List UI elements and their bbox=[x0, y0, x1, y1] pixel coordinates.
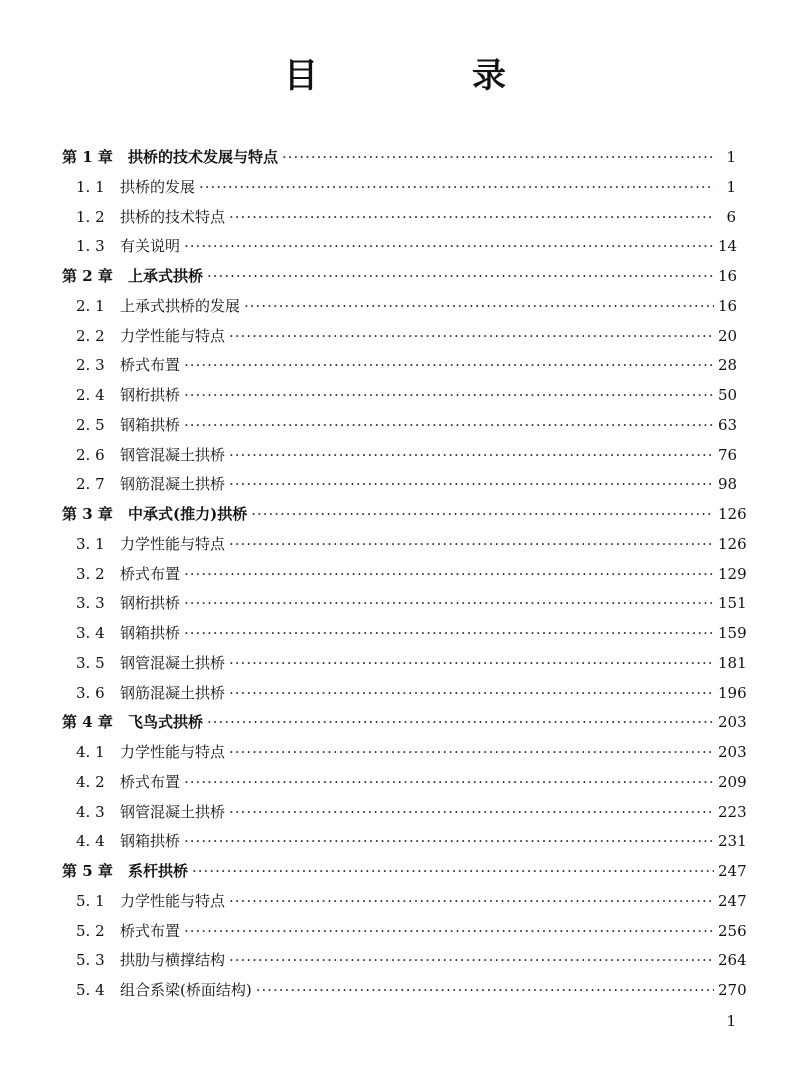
entry-title: 桥式布置 bbox=[120, 356, 181, 375]
entry-number: 第 1 章 bbox=[62, 148, 113, 166]
entry-page-number: 16 bbox=[718, 267, 738, 285]
toc-section-entry[interactable] bbox=[62, 530, 747, 560]
entry-page-number: 203 bbox=[718, 743, 747, 761]
entry-page-number: 129 bbox=[718, 564, 747, 583]
entry-title: 拱桥的技术发展与特点 bbox=[128, 148, 279, 166]
dot-leader bbox=[229, 798, 714, 828]
entry-page-number: 231 bbox=[718, 832, 747, 851]
toc-section-entry[interactable] bbox=[62, 798, 747, 828]
dot-leader bbox=[207, 262, 714, 292]
toc-section-entry[interactable] bbox=[62, 976, 747, 1006]
entry-number: 第 4 章 bbox=[62, 713, 113, 732]
entry-page-number: 14 bbox=[718, 237, 738, 256]
entry-number: 2. 5 bbox=[76, 415, 105, 434]
entry-page-number: 247 bbox=[718, 862, 747, 880]
toc-chapter-entry[interactable] bbox=[62, 143, 736, 173]
dot-leader bbox=[229, 738, 714, 768]
dot-leader bbox=[229, 203, 714, 233]
dot-leader bbox=[184, 619, 714, 649]
entry-number: 1. 1 bbox=[76, 177, 105, 196]
dot-leader bbox=[184, 827, 714, 857]
entry-number: 2. 6 bbox=[76, 445, 105, 464]
entry-number: 第 3 章 bbox=[62, 505, 113, 523]
entry-title: 钢筋混凝土拱桥 bbox=[120, 683, 226, 702]
toc-chapter-entry[interactable] bbox=[62, 262, 736, 292]
page-number: 1 bbox=[726, 1012, 736, 1030]
entry-page-number: 1 bbox=[726, 177, 736, 196]
entry-number: 1. 2 bbox=[76, 207, 105, 226]
toc-chapter-entry[interactable] bbox=[62, 857, 747, 887]
entry-number: 4. 2 bbox=[76, 772, 105, 791]
dot-leader bbox=[282, 143, 714, 173]
entry-title: 钢箱拱桥 bbox=[120, 415, 181, 434]
entry-title: 钢箱拱桥 bbox=[120, 624, 181, 642]
dot-leader bbox=[184, 351, 714, 381]
dot-leader bbox=[192, 857, 714, 887]
entry-title: 钢管混凝土拱桥 bbox=[120, 445, 226, 464]
entry-title: 桥式布置 bbox=[120, 921, 181, 940]
entry-title: 钢桁拱桥 bbox=[120, 386, 181, 404]
entry-number: 3. 1 bbox=[76, 534, 105, 553]
entry-title: 钢桁拱桥 bbox=[120, 594, 181, 613]
table-of-contents bbox=[62, 143, 747, 1006]
dot-leader bbox=[184, 232, 714, 262]
dot-leader bbox=[184, 381, 714, 411]
dot-leader bbox=[184, 411, 714, 441]
toc-section-entry[interactable] bbox=[62, 560, 747, 590]
entry-title: 钢箱拱桥 bbox=[120, 832, 181, 851]
toc-section-entry[interactable] bbox=[62, 768, 747, 798]
toc-section-entry[interactable] bbox=[62, 827, 747, 857]
entry-title: 钢筋混凝土拱桥 bbox=[120, 475, 226, 494]
dot-leader bbox=[244, 292, 714, 322]
toc-chapter-entry[interactable] bbox=[62, 500, 747, 530]
dot-leader bbox=[184, 917, 714, 947]
entry-title: 拱肋与横撑结构 bbox=[120, 951, 226, 970]
entry-title: 拱桥的发展 bbox=[120, 177, 196, 196]
entry-number: 3. 2 bbox=[76, 564, 105, 583]
toc-section-entry[interactable] bbox=[62, 589, 747, 619]
entry-title: 力学性能与特点 bbox=[120, 891, 226, 910]
toc-section-entry[interactable] bbox=[62, 917, 747, 947]
dot-leader bbox=[229, 470, 714, 500]
entry-page-number: 50 bbox=[718, 386, 738, 404]
entry-number: 3. 6 bbox=[76, 683, 105, 702]
entry-title: 力学性能与特点 bbox=[120, 743, 226, 761]
entry-number: 2. 7 bbox=[76, 475, 105, 494]
entry-number: 2. 4 bbox=[76, 386, 105, 404]
entry-number: 3. 5 bbox=[76, 653, 105, 672]
entry-title: 拱桥的技术特点 bbox=[120, 207, 226, 226]
dot-leader bbox=[184, 768, 714, 798]
entry-title: 钢管混凝土拱桥 bbox=[120, 653, 226, 672]
toc-section-entry[interactable] bbox=[62, 649, 747, 679]
entry-number: 5. 1 bbox=[76, 891, 105, 910]
entry-number: 4. 3 bbox=[76, 802, 105, 821]
entry-number: 5. 4 bbox=[76, 981, 105, 999]
dot-leader bbox=[229, 946, 714, 976]
toc-section-entry[interactable] bbox=[62, 470, 736, 500]
entry-title: 钢管混凝土拱桥 bbox=[120, 802, 226, 821]
entry-number: 5. 2 bbox=[76, 921, 105, 940]
entry-page-number: 16 bbox=[718, 296, 738, 315]
dot-leader bbox=[229, 530, 714, 560]
dot-leader bbox=[229, 441, 714, 471]
entry-page-number: 256 bbox=[718, 921, 747, 940]
toc-section-entry[interactable] bbox=[62, 946, 747, 976]
entry-number: 第 2 章 bbox=[62, 267, 113, 285]
toc-section-entry[interactable] bbox=[62, 679, 747, 709]
entry-title: 上承式拱桥的发展 bbox=[120, 296, 241, 315]
toc-chapter-entry[interactable] bbox=[62, 708, 747, 738]
entry-page-number: 159 bbox=[718, 624, 747, 642]
toc-section-entry[interactable] bbox=[62, 738, 747, 768]
toc-section-entry[interactable] bbox=[62, 441, 736, 471]
entry-title: 力学性能与特点 bbox=[120, 534, 226, 553]
entry-page-number: 76 bbox=[718, 445, 738, 464]
entry-page-number: 181 bbox=[718, 653, 747, 672]
toc-section-entry[interactable] bbox=[62, 887, 747, 917]
toc-section-entry[interactable] bbox=[62, 232, 736, 262]
entry-page-number: 223 bbox=[718, 802, 747, 821]
toc-section-entry[interactable] bbox=[62, 322, 736, 352]
entry-title: 系杆拱桥 bbox=[128, 862, 189, 880]
dot-leader bbox=[229, 679, 714, 709]
entry-page-number: 126 bbox=[718, 534, 747, 553]
entry-number: 4. 4 bbox=[76, 832, 105, 851]
entry-page-number: 6 bbox=[726, 207, 736, 226]
entry-title: 飞鸟式拱桥 bbox=[128, 713, 204, 732]
entry-number: 2. 3 bbox=[76, 356, 105, 375]
dot-leader bbox=[184, 560, 714, 590]
entry-page-number: 264 bbox=[718, 951, 747, 970]
toc-section-entry[interactable] bbox=[62, 203, 736, 233]
dot-leader bbox=[207, 708, 714, 738]
entry-page-number: 203 bbox=[718, 713, 747, 732]
entry-number: 5. 3 bbox=[76, 951, 105, 970]
entry-page-number: 270 bbox=[718, 981, 747, 999]
entry-page-number: 28 bbox=[718, 356, 738, 375]
page-title: 目 录 bbox=[284, 56, 566, 96]
entry-title: 组合系梁(桥面结构) bbox=[120, 981, 252, 999]
entry-page-number: 151 bbox=[718, 594, 747, 613]
entry-title: 有关说明 bbox=[120, 237, 181, 256]
entry-page-number: 247 bbox=[718, 891, 747, 910]
entry-page-number: 126 bbox=[718, 505, 747, 523]
entry-title: 中承式(推力)拱桥 bbox=[128, 505, 248, 523]
entry-title: 力学性能与特点 bbox=[120, 326, 226, 345]
entry-title: 上承式拱桥 bbox=[128, 267, 204, 285]
entry-number: 第 5 章 bbox=[62, 862, 113, 880]
dot-leader bbox=[229, 887, 714, 917]
entry-title: 桥式布置 bbox=[120, 772, 181, 791]
toc-section-entry[interactable] bbox=[62, 351, 736, 381]
toc-section-entry[interactable] bbox=[62, 411, 736, 441]
entry-number: 2. 1 bbox=[76, 296, 105, 315]
toc-section-entry[interactable] bbox=[62, 173, 736, 203]
dot-leader bbox=[251, 500, 714, 530]
toc-section-entry[interactable] bbox=[62, 292, 736, 322]
entry-title: 桥式布置 bbox=[120, 564, 181, 583]
entry-number: 3. 4 bbox=[76, 624, 105, 642]
entry-number: 2. 2 bbox=[76, 326, 105, 345]
toc-section-entry[interactable] bbox=[62, 619, 747, 649]
dot-leader bbox=[256, 976, 714, 1006]
entry-number: 1. 3 bbox=[76, 237, 105, 256]
entry-number: 3. 3 bbox=[76, 594, 105, 613]
dot-leader bbox=[229, 322, 714, 352]
entry-page-number: 20 bbox=[718, 326, 738, 345]
entry-number: 4. 1 bbox=[76, 743, 105, 761]
toc-section-entry[interactable] bbox=[62, 381, 736, 411]
entry-page-number: 196 bbox=[718, 683, 747, 702]
dot-leader bbox=[229, 649, 714, 679]
entry-page-number: 209 bbox=[718, 772, 747, 791]
dot-leader bbox=[184, 589, 714, 619]
entry-page-number: 1 bbox=[726, 148, 736, 166]
dot-leader bbox=[199, 173, 714, 203]
entry-page-number: 98 bbox=[718, 475, 738, 494]
entry-page-number: 63 bbox=[718, 415, 738, 434]
